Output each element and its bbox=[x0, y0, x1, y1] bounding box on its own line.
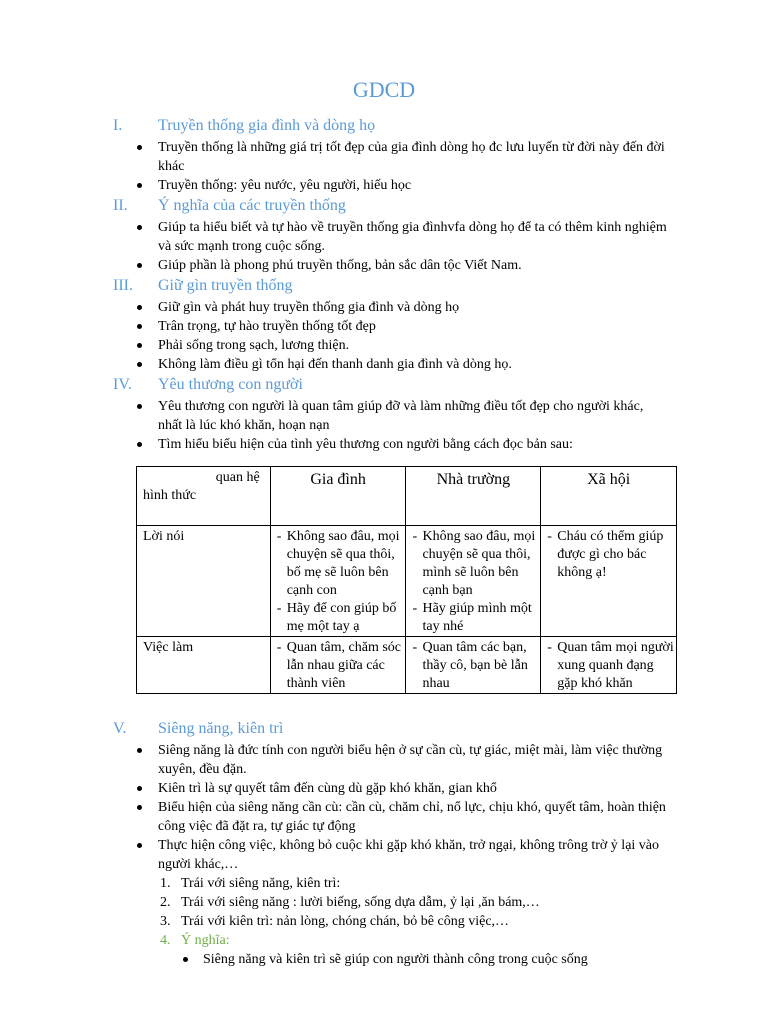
numbered-item bbox=[0, 931, 768, 950]
corner-bottom-label: hình thức bbox=[143, 488, 197, 503]
bullet-list bbox=[0, 298, 768, 374]
table-cell bbox=[406, 526, 541, 637]
table-cell bbox=[406, 637, 541, 694]
page-title: GDCD bbox=[352, 77, 416, 102]
section-title: Truyền thống gia đình và dòng họ bbox=[158, 117, 376, 134]
table-cell bbox=[541, 526, 677, 637]
list-item: Siêng năng là đức tính con người biểu hện ở sự cần cù, tự giác, miệt mài, làm việc thường xuyên, đều đặn. bbox=[0, 741, 668, 779]
table-cell bbox=[541, 637, 677, 694]
item-text: Ý nghĩa: bbox=[181, 933, 230, 948]
cell-item: - Cháu có thểm giúp được gì cho bác không ạ! bbox=[541, 528, 676, 582]
list-item: Yêu thương con người là quan tâm giúp đỡ và làm những điều tốt đẹp cho người khác, nhất là lúc khó khăn, hoạn nạn bbox=[0, 397, 668, 435]
cell-item: - Quan tâm các bạn, thầy cô, bạn bè lẫn nhau bbox=[406, 639, 540, 693]
table-cell bbox=[270, 637, 406, 694]
item-number: 4. bbox=[160, 933, 171, 948]
list-item: Truyền thống là những giá trị tốt đẹp của gia đình dòng họ đc lưu luyến từ đời này đến đời khác bbox=[0, 138, 668, 176]
list-item: Phải sống trong sạch, lương thiện. bbox=[0, 336, 668, 355]
column-header: Gia đình bbox=[270, 467, 406, 526]
list-item: Truyền thống: yêu nước, yêu người, hiếu học bbox=[0, 176, 668, 195]
numbered-item bbox=[0, 893, 768, 912]
section-number: V. bbox=[113, 720, 127, 737]
section-3 bbox=[0, 277, 768, 374]
bullet-list bbox=[0, 138, 768, 195]
list-item: Giúp ta hiểu biết và tự hào về truyền thống gia đìnhvfa dòng họ để ta có thêm kinh nghiệm và sức mạnh trong cuộc sống. bbox=[0, 218, 668, 256]
section-title: Siêng năng, kiên trì bbox=[158, 720, 284, 737]
list-item: Thực hiện công việc, không bỏ cuộc khi gặp khó khăn, trở ngại, không trông trờ ỷ lại vào người khác,… bbox=[0, 836, 668, 874]
bullet-list bbox=[0, 741, 768, 874]
section-heading bbox=[0, 720, 768, 741]
cell-item: - Hãy giúp mình một tay nhé bbox=[406, 600, 540, 636]
list-item: Giữ gìn và phát huy truyền thống gia đình và dòng họ bbox=[0, 298, 668, 317]
section-heading bbox=[0, 197, 768, 218]
cell-item: - Hãy để con giúp bố mẹ một tay ạ bbox=[271, 600, 406, 636]
table-header-row bbox=[137, 467, 677, 526]
section-title: Ý nghĩa của các truyền thống bbox=[158, 197, 346, 214]
column-header: Nhà trường bbox=[406, 467, 541, 526]
numbered-item bbox=[0, 874, 768, 893]
corner-top-label: quan hệ bbox=[215, 470, 260, 485]
list-item: Giúp phần là phong phú truyền thống, bản sắc dân tộc Viết Nam. bbox=[0, 256, 668, 275]
list-item: Tìm hiểu biểu hiện của tình yêu thương con người bằng cách đọc bản sau: bbox=[0, 435, 668, 454]
bullet-list bbox=[0, 397, 768, 454]
item-text: Trái với kiên trì: nản lòng, chóng chán, bỏ bê công việc,… bbox=[181, 914, 510, 929]
section-1 bbox=[0, 117, 768, 195]
cell-item: - Quan tâm mọi người xung quanh đạng gặp khó khăn bbox=[541, 639, 676, 693]
item-number: 2. bbox=[160, 895, 171, 910]
table-corner-cell bbox=[137, 467, 271, 526]
table-cell bbox=[270, 526, 406, 637]
cell-item: - Không sao đâu, mọi chuyện sẽ qua thôi, mình sẽ luôn bên cạnh bạn bbox=[406, 528, 540, 600]
section-heading bbox=[0, 376, 768, 397]
section-heading bbox=[0, 117, 768, 138]
section-number: I. bbox=[113, 117, 123, 134]
list-item: Siêng năng và kiên trì sẽ giúp con người thành công trong cuộc sống bbox=[0, 950, 768, 969]
row-label: Lời nói bbox=[137, 526, 271, 637]
section-number: II. bbox=[113, 197, 128, 214]
numbered-list bbox=[0, 874, 768, 950]
list-item: Không làm điều gì tổn hại đến thanh danh gia đình và dòng họ. bbox=[0, 355, 668, 374]
item-number: 3. bbox=[160, 914, 171, 929]
section-number: III. bbox=[113, 277, 133, 294]
list-item: Biểu hiện của siêng năng cần cù: cần cù, chăm chỉ, nổ lực, chịu khó, quyết tâm, hoàn thiện công việc đã đặt ra, tự giác tự động bbox=[0, 798, 668, 836]
section-2 bbox=[0, 197, 768, 275]
row-label: Việc làm bbox=[137, 637, 271, 694]
table-row bbox=[137, 526, 677, 637]
item-text: Trái với siêng năng : lười biếng, sống dựa dẫm, ỷ lại ,ăn bám,… bbox=[181, 895, 540, 910]
table-row bbox=[137, 637, 677, 694]
section-heading bbox=[0, 277, 768, 298]
item-text: Trái với siêng năng, kiên trì: bbox=[181, 876, 341, 891]
list-item: Kiên trì là sự quyết tâm đến cùng dù gặp khó khăn, gian khổ bbox=[0, 779, 668, 798]
cell-item: - Quan tâm, chăm sóc lẫn nhau giữa các thành viên bbox=[271, 639, 406, 693]
numbered-item bbox=[0, 912, 768, 931]
section-5 bbox=[0, 720, 768, 969]
cell-item: - Không sao đâu, mọi chuyện sẽ qua thôi, bố mẹ sẽ luôn bên cạnh con bbox=[271, 528, 406, 600]
section-number: IV. bbox=[113, 376, 132, 393]
column-header: Xã hội bbox=[541, 467, 677, 526]
section-4 bbox=[0, 376, 768, 454]
section-title: Giữ gìn truyền thống bbox=[158, 277, 293, 294]
comparison-table bbox=[136, 466, 677, 694]
list-item: Trân trọng, tự hào truyền thống tốt đẹp bbox=[0, 317, 668, 336]
section-title: Yêu thương con người bbox=[158, 376, 303, 393]
bullet-list bbox=[0, 218, 768, 275]
item-number: 1. bbox=[160, 876, 171, 891]
sub-bullet-list bbox=[0, 950, 768, 969]
